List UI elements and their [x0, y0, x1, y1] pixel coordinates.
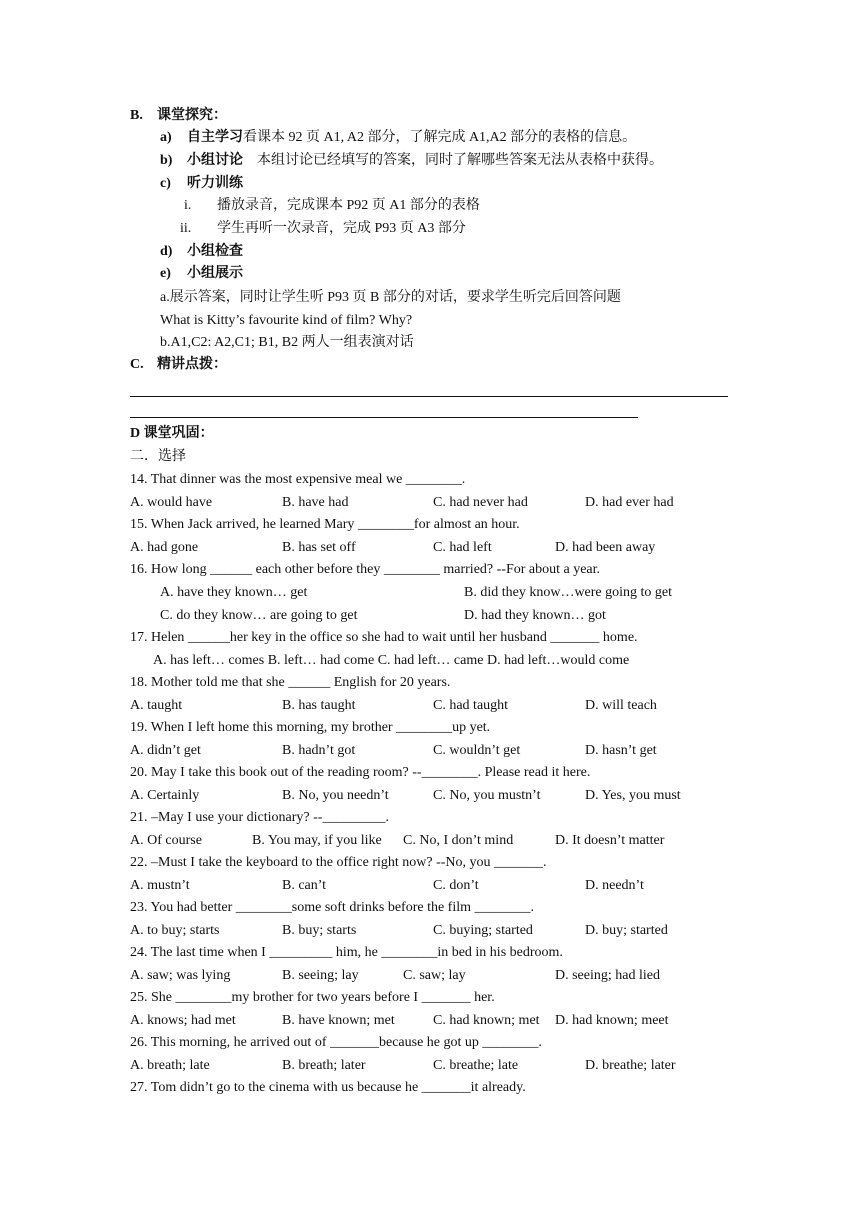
- q14-option-b: B. have had: [282, 495, 349, 510]
- q19-option-d: D. hasn’t get: [585, 743, 657, 758]
- q14-option-d: D. had ever had: [585, 495, 674, 510]
- answer-line-1: [130, 396, 728, 397]
- item-a-title: 自主学习: [187, 130, 243, 145]
- q18-option-a: A. taught: [130, 698, 183, 713]
- section-d-subtitle: 二．选择: [130, 449, 186, 464]
- q20-option-a: A. Certainly: [130, 788, 200, 803]
- section-b-label: B.: [130, 108, 143, 123]
- question-25: 25. She ________my brother for two years before I _______ her.: [130, 990, 495, 1005]
- q15-option-c: C. had left: [433, 540, 492, 555]
- q24-option-a: A. saw; was lying: [130, 968, 231, 983]
- q22-option-c: C. don’t: [433, 878, 479, 893]
- q24-option-c: C. saw; lay: [403, 968, 466, 983]
- q26-option-b: B. breath; later: [282, 1058, 366, 1073]
- q21-option-a: A. Of course: [130, 833, 202, 848]
- q25-option-d: D. had known; meet: [555, 1013, 669, 1028]
- question-19: 19. When I left home this morning, my brother ________up yet.: [130, 720, 491, 735]
- item-b-marker: b): [160, 153, 173, 168]
- item-a: [187, 129, 636, 147]
- q23-option-c: C. buying; started: [433, 923, 533, 938]
- q20-option-c: C. No, you mustn’t: [433, 788, 541, 803]
- q21-option-c: C. No, I don’t mind: [403, 833, 514, 848]
- q21-option-d: D. It doesn’t matter: [555, 833, 665, 848]
- q24-option-b: B. seeing; lay: [282, 968, 359, 983]
- q20-option-b: B. No, you needn’t: [282, 788, 389, 803]
- answer-line-2: [130, 417, 638, 418]
- q16-option-a: A. have they known… get: [160, 585, 308, 600]
- item-d-title: 小组检查: [187, 244, 243, 259]
- item-a-marker: a): [160, 130, 172, 145]
- q19-option-b: B. hadn’t got: [282, 743, 356, 758]
- q23-option-b: B. buy; starts: [282, 923, 357, 938]
- q17-options: A. has left… comes B. left… had come C. had left… came D. had left…would come: [153, 653, 630, 668]
- q21-option-b: B. You may, if you like: [252, 833, 382, 848]
- q20-option-d: D. Yes, you must: [585, 788, 681, 803]
- sub-ii-text: 学生再听一次录音，完成 P93 页 A3 部分: [217, 221, 466, 236]
- question-20: 20. May I take this book out of the reading room? --________. Please read it here.: [130, 765, 591, 780]
- q22-option-d: D. needn’t: [585, 878, 644, 893]
- item-e-marker: e): [160, 266, 171, 281]
- q23-option-a: A. to buy; starts: [130, 923, 220, 938]
- q25-option-c: C. had known; met: [433, 1013, 540, 1028]
- q18-option-c: C. had taught: [433, 698, 509, 713]
- q22-option-b: B. can’t: [282, 878, 327, 893]
- item-e-title: 小组展示: [187, 266, 243, 281]
- sub-i-marker: i.: [184, 198, 192, 213]
- question-18: 18. Mother told me that she ______ English for 20 years.: [130, 675, 451, 690]
- note-question: What is Kitty’s favourite kind of film? Why?: [160, 313, 413, 328]
- q26-option-a: A. breath; late: [130, 1058, 210, 1073]
- question-26: 26. This morning, he arrived out of _______because he got up ________.: [130, 1035, 542, 1050]
- q15-option-d: D. had been away: [555, 540, 656, 555]
- q14-option-c: C. had never had: [433, 495, 528, 510]
- q19-option-a: A. didn’t get: [130, 743, 201, 758]
- item-d-marker: d): [160, 244, 173, 259]
- q16-option-b: B. did they know…were going to get: [464, 585, 673, 600]
- item-c-title: 听力训练: [187, 176, 243, 191]
- question-23: 23. You had better ________some soft drinks before the film ________.: [130, 900, 535, 915]
- section-c-label: C.: [130, 357, 144, 372]
- q16-option-d: D. had they known… got: [464, 608, 606, 623]
- q18-option-d: D. will teach: [585, 698, 657, 713]
- q25-option-b: B. have known; met: [282, 1013, 395, 1028]
- q26-option-c: C. breathe; late: [433, 1058, 519, 1073]
- question-22: 22. –Must I take the keyboard to the office right now? --No, you _______.: [130, 855, 547, 870]
- q25-option-a: A. knows; had met: [130, 1013, 236, 1028]
- question-27: 27. Tom didn’t go to the cinema with us because he _______it already.: [130, 1080, 526, 1095]
- question-21: 21. –May I use your dictionary? --_________.: [130, 810, 389, 825]
- q15-option-b: B. has set off: [282, 540, 356, 555]
- q15-option-a: A. had gone: [130, 540, 199, 555]
- section-b-title: 课堂探究：: [157, 108, 227, 123]
- item-b-title: 小组讨论: [187, 153, 243, 168]
- item-b-text: 本组讨论已经填写的答案，同时了解哪些答案无法从表格中获得。: [257, 153, 663, 168]
- q22-option-a: A. mustn’t: [130, 878, 190, 893]
- q26-option-d: D. breathe; later: [585, 1058, 676, 1073]
- question-17: 17. Helen ______her key in the office so she had to wait until her husband _______ home.: [130, 630, 638, 645]
- question-14: 14. That dinner was the most expensive meal we ________.: [130, 472, 466, 487]
- note-a: a.展示答案，同时让学生听 P93 页 B 部分的对话，要求学生听完后回答问题: [160, 290, 621, 305]
- section-d-title: D 课堂巩固：: [130, 426, 214, 441]
- sub-ii-marker: ii.: [180, 221, 192, 236]
- q16-option-c: C. do they know… are going to get: [160, 608, 358, 623]
- note-b: b.A1,C2: A2,C1; B1, B2 两人一组表演对话: [160, 335, 414, 350]
- q18-option-b: B. has taught: [282, 698, 356, 713]
- sub-i-text: 播放录音，完成课本 P92 页 A1 部分的表格: [217, 198, 480, 213]
- question-15: 15. When Jack arrived, he learned Mary ________for almost an hour.: [130, 517, 520, 532]
- section-c-title: 精讲点拨：: [157, 357, 227, 372]
- item-b: [187, 152, 663, 170]
- item-a-text: 看课本 92 页 A1, A2 部分，了解完成 A1,A2 部分的表格的信息。: [243, 130, 637, 145]
- q23-option-d: D. buy; started: [585, 923, 668, 938]
- question-24: 24. The last time when I _________ him, he ________in bed in his bedroom.: [130, 945, 563, 960]
- item-c-marker: c): [160, 176, 171, 191]
- question-16: 16. How long ______ each other before they ________ married? --For about a year.: [130, 562, 601, 577]
- q14-option-a: A. would have: [130, 495, 213, 510]
- q19-option-c: C. wouldn’t get: [433, 743, 521, 758]
- q24-option-d: D. seeing; had lied: [555, 968, 660, 983]
